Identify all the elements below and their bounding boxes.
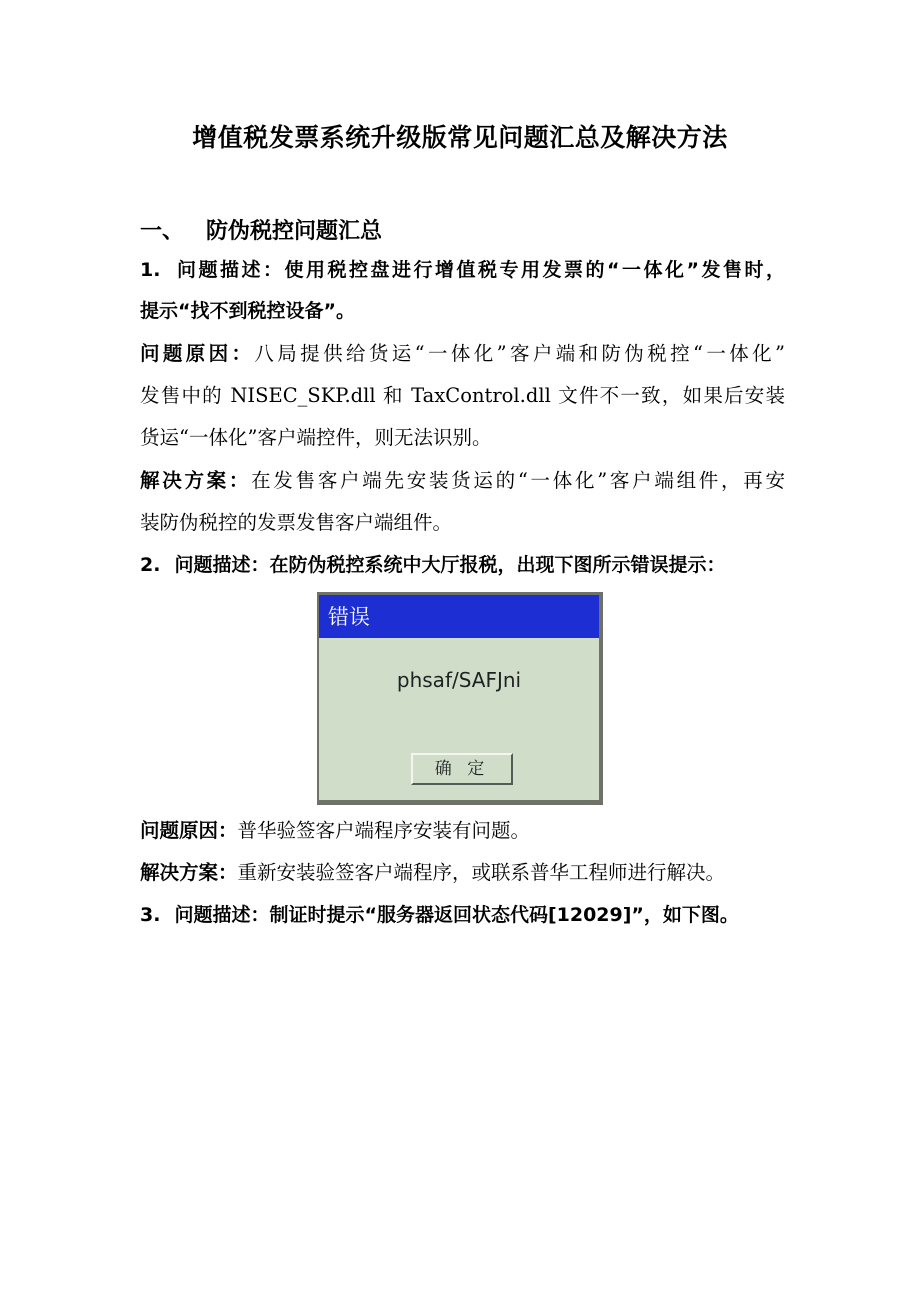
item-2-description-text: 问题描述：在防伪税控系统中大厅报税，出现下图所示错误提示： [174, 554, 726, 576]
error-dialog-message: phsaf/SAFJni [396, 668, 522, 692]
item-1-number: 1. [140, 259, 161, 281]
error-dialog-title: 错误 [328, 605, 370, 629]
section-number: 一、 [140, 219, 185, 244]
item-1-description-line-1 [140, 255, 785, 285]
item-2-solution-line [140, 858, 785, 888]
ok-button[interactable]: 确 定 [411, 753, 513, 785]
item-1-description-line-2: 提示“找不到税控设备”。 [140, 300, 355, 322]
item-1-cause-line-2: 发售中的 NISEC_SKP.dll 和 TaxControl.dll 文件不一致，如果后安装 [140, 384, 785, 407]
item-1-cause-text-1: 八局提供给货运“一体化”客户端和防伪税控“一体化” [254, 342, 785, 365]
item-1-solution-line-2: 装防伪税控的发票发售客户端组件。 [140, 511, 453, 534]
item-3-description-text: 问题描述：制证时提示“服务器返回状态代码[12029]”，如下图。 [174, 904, 739, 926]
error-dialog-titlebar [319, 595, 599, 638]
item-1-solution-line-1 [140, 466, 785, 496]
section-heading [140, 214, 382, 245]
error-dialog [319, 595, 599, 800]
error-dialog-photo [317, 592, 603, 805]
item-2-solution-text: 重新安装验签客户端程序，或联系普华工程师进行解决。 [237, 861, 726, 884]
item-2-cause-line [140, 816, 785, 846]
item-1-solution-text-1: 在发售客户端先安装货运的“一体化”客户端组件，再安 [251, 469, 785, 492]
item-1-cause-label: 问题原因： [140, 342, 255, 365]
item-3-description-line [140, 900, 785, 930]
item-2-number: 2. [140, 554, 161, 576]
section-heading-text: 防伪税控问题汇总 [206, 219, 383, 244]
item-1-solution-label: 解决方案： [140, 469, 252, 492]
item-2-solution-label: 解决方案： [140, 861, 238, 884]
item-2-description-line [140, 550, 785, 580]
item-1-description-text-1: 问题描述：使用税控盘进行增值税专用发票的“一体化”发售时， [174, 259, 785, 281]
document-title: 增值税发票系统升级版常见问题汇总及解决方法 [192, 123, 728, 152]
item-2-cause-text: 普华验签客户端程序安装有问题。 [237, 819, 531, 842]
item-3-number: 3. [140, 904, 161, 926]
item-1-cause-line-3: 货运“一体化”客户端控件，则无法识别。 [140, 426, 492, 449]
item-2-cause-label: 问题原因： [140, 819, 238, 842]
item-1-cause-line-1 [140, 339, 785, 369]
